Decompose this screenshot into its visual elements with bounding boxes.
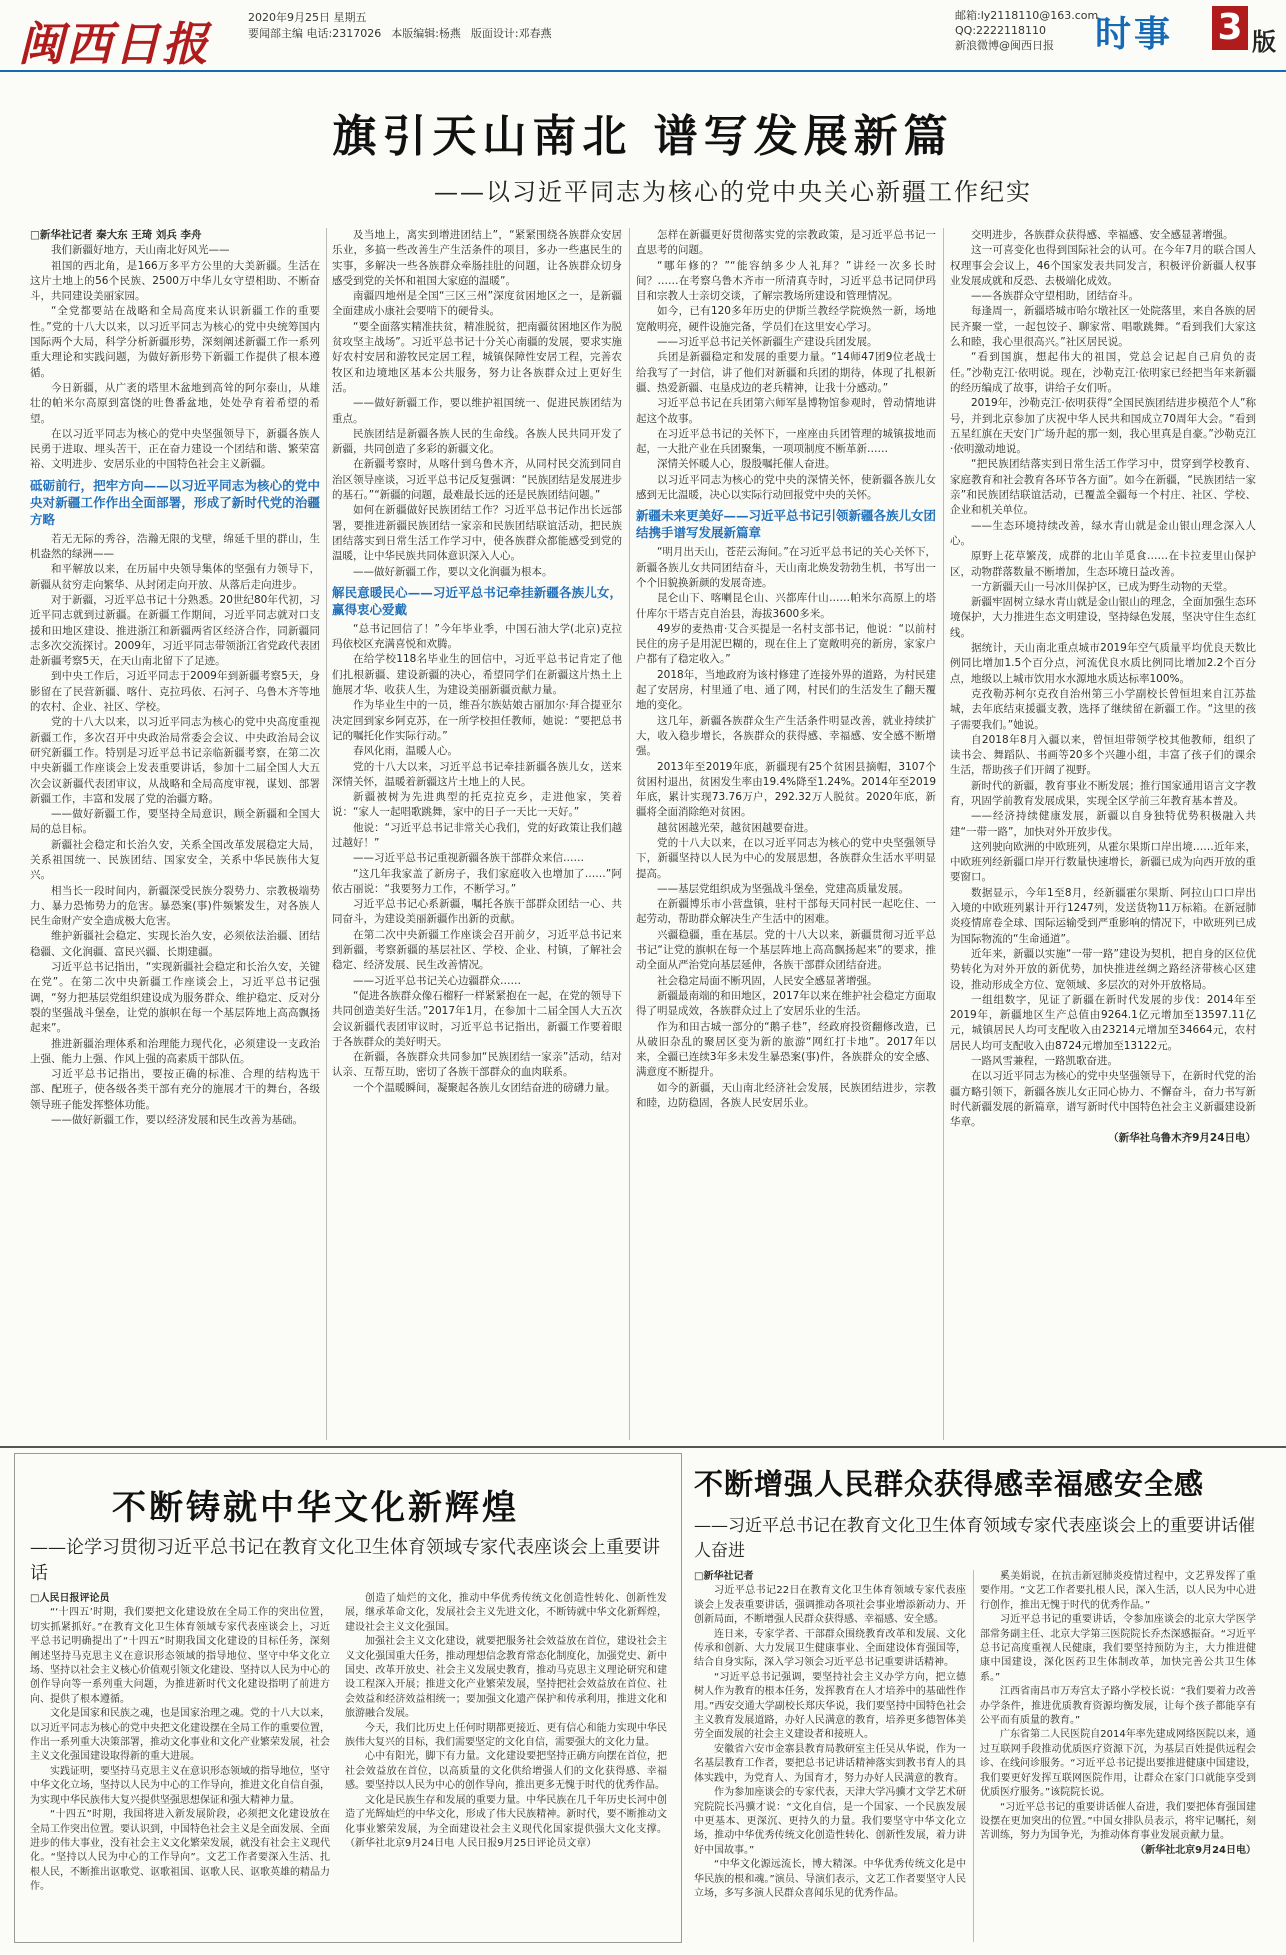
- paragraph: 今天，我们比历史上任何时期都更接近、更有信心和能力实现中华民族伟大复兴的目标，我们需要坚定的文化自信，需要强大的文化力量。: [345, 1722, 667, 1749]
- report-column-1: [694, 1570, 966, 1945]
- paragraph: 交明进步，各族群众获得感、幸福感、安全感显著增强。: [971, 229, 1234, 241]
- paragraph: ——做好新疆工作，要以维护祖国统一、促进民族团结为重点。: [332, 397, 622, 425]
- main-column-4: [950, 228, 1256, 1440]
- paragraph: 2019年，沙勒克江·依明获得“全国民族团结进步模范个人”称号，并到北京参加了庆祝中华人民共和国成立70周年大会。“看到五星红旗在天安门广场升起的那一刻，我心里真是自豪。”沙勒克江·依明激动地说。: [950, 397, 1256, 456]
- paragraph: 在新疆，各族群众共同参加“民族团结一家亲”活动，结对认亲、互帮互助，密切了各族干部群众的血肉联系。: [332, 1051, 622, 1079]
- paragraph: 新疆最南端的和田地区，2017年以来在维护社会稳定方面取得了明显成效，各族群众过上了安居乐业的生活。: [636, 989, 936, 1018]
- contact-email: 邮箱:ly2118110@163.com: [955, 9, 1099, 22]
- main-dateline: （新华社乌鲁木齐9月24日电）: [1108, 1131, 1256, 1144]
- paragraph: 习近平总书记22日在教育文化卫生体育领域专家代表座谈会上发表重要讲话，强调推动各项社会事业增添新动力、开创新局面，不断增强人民群众获得感、幸福感、安全感。: [694, 1585, 966, 1626]
- paragraph: “促进各族群众像石榴籽一样紧紧抱在一起，在党的领导下共同创造美好生活。”2017年1月，在参加十二届全国人大五次会议新疆代表团审议时，习近平总书记指出，新疆工作要着眼于各族群众的美好明天。: [332, 989, 622, 1048]
- paragraph: 文化是国家和民族之魂，也是国家治理之魂。党的十八大以来，以习近平同志为核心的党中央把文化建设摆在全局工作的重要位置，作出一系列重大决策部署，推动文化事业和文化产业繁荣发展，社会主义文化强国建设取得新的重大进展。: [30, 1708, 330, 1763]
- paragraph: 这列驶向欧洲的中欧班列，从霍尔果斯口岸出境……近年来，中欧班列经新疆口岸开行数量快速增长，新疆已成为向西开放的重要窗口。: [950, 840, 1256, 884]
- page-editor: 本版编辑:杨燕: [391, 27, 461, 40]
- paragraph: 作为和田古城一部分的“鹅子巷”，经政府投资翻修改造，已从破旧杂乱的聚居区变为新的旅游“网红打卡地”。2017年以来，全疆已连续3年多未发生暴恐案(事)件，各族群众的安全感、满意度不断提升。: [636, 1020, 936, 1079]
- column-divider: [629, 228, 630, 1440]
- report-dateline: （新华社北京9月24日电）: [1135, 1844, 1256, 1856]
- paragraph: 克孜勒苏柯尔克孜自治州第三小学副校长曾恒坦来自江苏盐城，去年底结束援疆支教，选择了继续留在新疆工作。“这里的孩子需要我们。”她说。: [950, 687, 1256, 731]
- paragraph: 自2018年8月入疆以来，曾恒坦带领学校其他教师，组织了读书会、舞蹈队、书画等20多个兴趣小组，丰富了孩子们的课余生活，帮助孩子们开阔了视野。: [950, 733, 1256, 777]
- paragraph: 作为参加座谈会的专家代表，天津大学冯骥才文学艺术研究院院长冯骥才说：“文化自信，是一个国家、一个民族发展中更基本、更深沉、更持久的力量。我们要坚守中华文化立场，推动中华优秀传统文化创造性转化、创新性发展，着力讲好中国故事。”: [694, 1787, 966, 1856]
- paragraph: 原野上花草繁茂，成群的北山羊觅食……在卡拉麦里山保护区，动物群落数量不断增加，生态环境日益改善。: [950, 550, 1256, 578]
- paragraph: 加强社会主义文化建设，就要把服务社会效益放在首位，建设社会主义文化强国重大任务，推动理想信念教育常态化制度化，加强党史、新中国史、改革开放史、社会主义发展史教育，推动马克思主义理论研究和建设工程深入开展；推进文化产业繁荣发展，坚持把社会效益放在首位、社会效益和经济效益相统一；要加强文化遗产保护和传承利用，推进文化和旅游融合发展。: [345, 1636, 667, 1720]
- issue-meta: [248, 10, 562, 42]
- commentary-subhead: ——论学习贯彻习近平总书记在教育文化卫生体育领域专家代表座谈会上重要讲话: [30, 1537, 660, 1584]
- paragraph: 对于新疆，习近平总书记十分熟悉。20世纪80年代初，习近平同志就到过新疆。在新疆工作期间，习近平同志就对口支援和田地区建设、推进浙江和新疆两省区经济合作，同新疆同志多次交流探讨。2009年，习近平同志带领浙江省党政代表团赴新疆考察5天，在天山南北留下了足迹。: [30, 593, 320, 668]
- paragraph: 在第二次中央新疆工作座谈会召开前夕，习近平总书记来到新疆，考察新疆的基层社区、学校、企业、村镇，了解社会稳定、经济发展、民生改善情况。: [332, 928, 622, 972]
- paragraph: 相当长一段时间内，新疆深受民族分裂势力、宗教极端势力、暴力恐怖势力的危害。暴恐案(事)件频繁发生，对各族人民生命财产安全造成极大危害。: [30, 884, 320, 928]
- paragraph: 作为毕业生中的一员，维吾尔族姑娘古丽加尔·拜合提亚尔决定回到家乡阿克苏，在一所学校担任教师，她说：“要把总书记的嘱托化作实际行动。”: [332, 699, 622, 742]
- paragraph: 新时代的新疆，教育事业不断发展；推行国家通用语言文字教育，巩固学前教育发展成果，实现全区学前三年教育基本普及。: [950, 779, 1256, 807]
- main-subhead: ——以习近平同志为核心的党中央关心新疆工作纪实: [434, 178, 1032, 206]
- commentary-column-1: [30, 1592, 330, 1932]
- paragraph: 实践证明，要坚持马克思主义在意识形态领域的指导地位，坚守中华文化立场，坚持以人民为中心的工作导向，推进文化自信自强，为实现中华民族伟大复兴提供坚强思想保证和强大精神力量。: [30, 1765, 330, 1806]
- paragraph: 这几年，新疆各族群众生产生活条件明显改善，就业持续扩大，收入稳步增长，各族群众的获得感、幸福感、安全感不断增强。: [636, 714, 936, 758]
- paragraph: 在给学校118名毕业生的回信中，习近平总书记肯定了他们扎根新疆、建设新疆的决心，希望同学们在新疆这片热土上施展才华、收获人生，为建设美丽新疆贡献力量。: [332, 653, 622, 697]
- issue-date: 2020年9月25日 星期五: [248, 11, 367, 24]
- paragraph: “十四五”时期，我国将进入新发展阶段，必须把文化建设放在全局工作突出位置。要认识到，中国特色社会主义是全面发展、全面进步的伟大事业，没有社会主义文化繁荣发展，就没有社会主义现代化。“坚持以人民为中心的工作导向”。文艺工作者要深入生活、扎根人民，不断推出讴歌党、讴歌祖国、讴歌人民、讴歌英雄的精品力作。: [30, 1809, 330, 1893]
- commentary-column-2: [345, 1592, 667, 1932]
- column-divider: [943, 228, 944, 1440]
- paragraph: “‘十四五’时期，我们要把文化建设放在全局工作的突出位置，切实抓紧抓好。”在教育文化卫生体育领域专家代表座谈会上，习近平总书记明确提出了“十四五”时期我国文化建设的目标任务，深刻阐述坚持马克思主义在意识形态领域的指导地位、坚守中华文化立场、坚持以社会主义核心价值观引领文化建设、坚持以人民为中心的创作导向等一系列重大问题，为推进新时代文化建设指明了前进方向、提供了根本遵循。: [30, 1607, 330, 1705]
- paragraph: 如今，已有120多年历史的伊斯兰教经学院焕然一新，场地宽敞明亮，硬件设施完备，学员们在这里安心学习。: [636, 305, 936, 333]
- paragraph: ——基层党组织成为坚强战斗堡垒，党建高质量发展。: [657, 882, 909, 895]
- paragraph: 南疆四地州是全国“三区三州”深度贫困地区之一，是新疆全面建成小康社会要啃下的硬骨头。: [332, 290, 622, 318]
- paragraph: 若无无际的秀谷，浩瀚无限的戈壁，绵延千里的群山，生机盎然的绿洲——: [30, 532, 320, 561]
- paragraph: 在习近平总书记的关怀下，一座座由兵团管理的城镇拔地而起，一大批产业在兵团聚集，一项项制度不断革新……: [636, 427, 936, 456]
- paragraph: 心中有阳光，脚下有力量。文化建设要把坚持正确方向摆在首位，把社会效益放在首位，以高质量的文化供给增强人们的文化获得感、幸福感。要坚持以人民为中心的创作导向，推出更多无愧于时代的优秀作品。: [345, 1751, 667, 1792]
- paragraph: 以习近平同志为核心的党中央的深情关怀，使新疆各族儿女感到无比温暖，决心以实际行动回报党中央的关怀。: [636, 473, 936, 502]
- paragraph: “全党都要站在战略和全局高度来认识新疆工作的重要性。”党的十八大以来，以习近平同志为核心的党中央统筹国内国际两个大局，科学分析新疆形势，深刻阐述新疆工作一系列重大理论和实践问题，为做好新形势下新疆工作提供了根本遵循。: [30, 305, 320, 379]
- paragraph: 他说：“习近平总书记非常关心我们，党的好政策让我们越过越好！”: [332, 821, 622, 849]
- paragraph: 兴疆稳疆，重在基层。党的十八大以来，新疆贯彻习近平总书记“让党的旗帜在每一个基层阵地上高高飘扬起来”的要求，推动全面从严治党向基层延伸，各族干部群众团结奋进。: [636, 928, 936, 972]
- paragraph: 和平解放以来，在历届中央领导集体的坚强有力领导下，新疆从贫穷走向繁华、从封闭走向开放、从落后走向进步。: [30, 563, 320, 591]
- column-divider: [326, 228, 327, 1440]
- paragraph: 习近平总书记指出，要按正确的标准、合理的结构选干部、配班子，使各级各类干部有充分的施展才干的舞台，各级领导班子能发挥整体功能。: [30, 1068, 320, 1111]
- paragraph: 在新疆考察时，从喀什到乌鲁木齐，从同村民交流到同自治区领导座谈，习近平总书记反复强调：“民族团结是发展进步的基石。”“新疆的问题，最难最长远的还是民族团结问题。”: [332, 458, 622, 502]
- paragraph: 在以习近平同志为核心的党中央坚强领导下，新疆各族人民勇于进取、埋头苦干，正在奋力建设一个团结和谐、繁荣富裕、文明进步、安居乐业的中国特色社会主义新疆。: [30, 427, 320, 471]
- page-number: 3: [1212, 6, 1248, 50]
- column-divider: [973, 1570, 974, 1942]
- section-rule: [0, 1446, 1286, 1448]
- paragraph: 2018年，当地政府为该村修建了连接外界的道路，为村民建起了安居房，村里通了电、通了网，村民们的生活发生了翻天覆地的变化。: [636, 668, 936, 712]
- paragraph: 新疆牢固树立绿水青山就是金山银山的理念，全面加强生态环境保护，大力推进生态文明建设，坚持绿色发展，坚决守住生态红线。: [950, 596, 1256, 639]
- paragraph: 49岁的麦热甫·艾合买提是一名村支部书记，他说：“以前村民住的房子是用泥巴糊的，现在住上了宽敞明亮的新房，家家户户都有了稳定收入。”: [636, 622, 936, 666]
- masthead-rule: [0, 70, 1286, 72]
- paragraph: 民族团结是新疆各族人民的生命线。各族人民共同开发了新疆，共同创造了多彩的新疆文化。: [332, 427, 622, 456]
- paragraph: 习近平总书记的重要讲话，令参加座谈会的北京大学医学部常务副主任、北京大学第三医院院长乔杰深感振奋。“习近平总书记高度重视人民健康，我们要坚持预防为主，大力推进健康中国建设，深化医药卫生体制改革，加快完善公共卫生体系。”: [980, 1614, 1256, 1683]
- paragraph: 及当地上，离实到增进团结上”，“紧紧围绕各族群众安居乐业，多搞一些改善生产生活条件的项目，多办一些惠民生的实事，多解决一些各族群众牵肠挂肚的问题，让各族群众切身感受到党的关怀和祖国大家庭的温暖”。: [332, 229, 622, 287]
- editor-info: 要闻部主编 电话:2317026: [248, 27, 382, 40]
- contact-weibo: 新浪微博@闽西日报: [955, 39, 1054, 52]
- paragraph: ——生态环境持续改善，绿水青山就是金山银山理念深入人心。: [950, 519, 1256, 547]
- paragraph: 文化是民族生存和发展的重要力量。中华民族在几千年历史长河中创造了光辉灿烂的中华文化，形成了伟大民族精神。新时代，要不断推动文化事业繁荣发展，为全面建设社会主义现代化国家提供强大文化支撑。（新华社北京9月24日电 人民日报9月25日评论员文章）: [345, 1794, 667, 1849]
- paragraph: 一路风雪兼程，一路凯歌奋进。: [971, 1055, 1118, 1068]
- page-designer: 版面设计:邓春燕: [470, 27, 552, 40]
- paragraph: 2013年至2019年底，新疆现有25个贫困县摘帽，3107个贫困村退出，贫困发生率由19.4%降至1.24%。2014年至2019年底，累计实现73.76万户，292.32万人脱贫。2020年底，新疆将全面消除绝对贫困。: [636, 760, 936, 819]
- paragraph: 江西省南昌市万寿宫太子路小学校长说：“我们要着力改善办学条件，推进优质教育资源均衡发展，让每个孩子都能享有公平而有质量的教育。”: [980, 1686, 1256, 1727]
- paragraph: 一组组数字，见证了新疆在新时代发展的步伐：2014年至2019年，新疆地区生产总值由9264.1亿元增加至13597.11亿元，城镇居民人均可支配收入由23214元增加至34664元，农村居民人均可支配收入由8724元增加至13122元。: [950, 993, 1256, 1052]
- section-heading: 砥砺前行，把牢方向——以习近平同志为核心的党中央对新疆工作作出全面部署，形成了新时代党的治疆方略: [30, 477, 320, 527]
- paragraph: “总书记回信了！”今年毕业季，中国石油大学(北京)克拉玛依校区充满喜悦和欢腾。: [332, 622, 622, 651]
- paragraph: 祖国的西北角，是166万多平方公里的大美新疆。生活在这片土地上的56个民族、2500万中华儿女守望相助、不断奋斗，共同建设美丽家园。: [30, 259, 320, 303]
- paragraph: 今日新疆，从广袤的塔里木盆地到高耸的阿尔泰山，从雄壮的帕米尔高原到富饶的吐鲁番盆地，处处孕育着希望的希望。: [30, 381, 320, 425]
- paragraph: “要全面落实精准扶贫，精准脱贫，把南疆贫困地区作为脱贫攻坚主战场”。习近平总书记十分关心南疆的发展，要求实施好农村安居和游牧民定居工程，城镇保障性安居工程，完善农牧区和边境地区基本公共服务，努力让各族群众过上更好生活。: [332, 320, 622, 394]
- section-name: 时事: [1095, 14, 1174, 55]
- paragraph: 如何在新疆做好民族团结工作？习近平总书记作出长远部署，要推进新疆民族团结一家亲和民族团结联谊活动，把民族团结落实到日常生活工作学习中，使各族群众都能感受到党的温暖，让中华民族共同体意识深入人心。: [332, 504, 622, 563]
- paragraph: “哪年修的？”“能容纳多少人礼拜？”讲经一次多长时间？……在考察乌鲁木齐市一所清真寺时，习近平总书记同伊玛目和宗教人士亲切交谈，了解宗教场所建设和管理情况。: [636, 259, 936, 303]
- paragraph: “看到国旗，想起伟大的祖国，党总会记起自己肩负的责任。”沙勒克江·依明说。现在，沙勒克江·依明家已经把当年来新疆的经历编成了故事，讲给子女们听。: [950, 351, 1256, 394]
- paragraph: 到中央工作后，习近平同志于2009年到新疆考察5天，身影留在了民营新疆、喀什、克拉玛依、石河子、乌鲁木齐等地的农村、企业、社区、学校。: [30, 670, 320, 714]
- paragraph: 习近平总书记在兵团第六师军垦博物馆参观时，曾动情地讲起这个故事。: [636, 397, 936, 425]
- paragraph: 广东省第二人民医院自2014年率先建成网络医院以来，通过互联网手段推动优质医疗资源下沉，为基层百姓提供远程会诊、在线问诊服务。“习近平总书记提出要推进健康中国建设，我们要更好发挥互联网医院作用，让群众在家门口就能享受到优质医疗服务。”该院院长说。: [980, 1729, 1256, 1799]
- main-col1b-paragraphs: [30, 532, 320, 1129]
- paragraph: 怎样在新疆更好贯彻落实党的宗教政策，是习近平总书记一直思考的问题。: [636, 229, 936, 257]
- report-title: 不断增强人民群众获得感幸福感安全感: [694, 1467, 1205, 1501]
- paragraph: “这几年我家盖了新房子，我们家庭收入也增加了……”阿依古丽说：“我要努力工作，不断学习。”: [332, 867, 622, 895]
- paragraph: 这一可喜变化也得到国际社会的认可。在今年7月的联合国人权理事会会议上，46个国家发表共同发言，积极评价新疆人权事业发展成就和反恐、去极端化成效。: [950, 244, 1256, 287]
- main-column-1: [30, 228, 320, 1440]
- paragraph: ——习近平总书记关心边疆群众……: [353, 974, 521, 987]
- main-byline: □新华社记者 秦大东 王琦 刘兵 李舟: [30, 229, 202, 241]
- report-byline: □新华社记者: [694, 1571, 754, 1582]
- paragraph: 近年来，新疆以实施“一带一路”建设为契机，把自身的区位优势转化为对外开放的新优势，加快推进丝绸之路经济带核心区建设，推动形成全方位、宽领域、多层次的对外开放格局。: [950, 947, 1256, 991]
- paragraph: 数据显示，今年1至8月，经新疆霍尔果斯、阿拉山口口岸出入境的中欧班列累计开行1247列，发送货物11万标箱。在新冠肺炎疫情席卷全球、国际运输受到严重影响的情况下，中欧班列已成为国际物流的“生命通道”。: [950, 886, 1256, 945]
- paragraph: 习近平总书记心系新疆，嘱托各族干部群众团结一心、共同奋斗，为建设美丽新疆作出新的贡献。: [332, 898, 622, 926]
- paragraph: “把民族团结落实到日常生活工作学习中，贯穿到学校教育、家庭教育和社会教育各环节各方面”。如今在新疆，“民族团结一家亲”和民族团结联谊活动，已覆盖全疆每一个村庄、社区、学校、企业和机关单位。: [950, 458, 1256, 517]
- paragraph: 如今的新疆，天山南北经济社会发展，民族团结进步，宗教和睦，边防稳固，各族人民安居乐业。: [636, 1081, 936, 1110]
- paragraph: 创造了灿烂的文化，推动中华优秀传统文化创造性转化、创新性发展，继承革命文化，发展社会主义先进文化，不断铸就中华文化新辉煌，建设社会主义文化强国。: [345, 1593, 667, 1633]
- paragraph: ——习近平总书记关怀新疆生产建设兵团发展。: [657, 336, 878, 349]
- paragraph: 在以习近平同志为核心的党中央坚强领导下，在新时代党的治疆方略引领下，新疆各族儿女正同心协力、不懈奋斗，奋力书写新时代新疆发展的新篇章，谱写新时代中国特色社会主义新疆建设新华章。: [950, 1070, 1256, 1129]
- section-heading: 新疆未来更美好——习近平总书记引领新疆各族儿女团结携手谱写发展新篇章: [636, 508, 936, 541]
- main-column-3: [636, 228, 936, 1440]
- paragraph: 昆仑山下、喀喇昆仑山、兴都库什山……帕米尔高原上的塔什库尔干塔吉克自治县，海拔3600多米。: [636, 592, 936, 620]
- paragraph: 党的十八大以来，习近平总书记牵挂新疆各族儿女，送来深情关怀，温暖着新疆这片土地上的人民。: [332, 760, 622, 788]
- commentary-byline: □人民日报评论员: [30, 1593, 110, 1604]
- paragraph: 据统计，天山南北重点城市2019年空气质量平均优良天数比例同比增加1.5个百分点，河流优良水质比例同比增加2.2个百分点，地级以上城市饮用水水源地水质达标率100%。: [950, 642, 1256, 685]
- paragraph: 春风化雨，温暖人心。: [353, 745, 458, 758]
- paragraph: 习近平总书记指出，“实现新疆社会稳定和长治久安，关键在党”。在第二次中央新疆工作座谈会上，习近平总书记强调，“努力把基层党组织建设成为服务群众、维护稳定、反对分裂的坚强战斗堡垒，让党的旗帜在每一个基层阵地上高高飘扬起来”。: [30, 961, 320, 1035]
- report-subhead: ——习近平总书记在教育文化卫生体育领域专家代表座谈会上的重要讲话催人奋进: [694, 1516, 1255, 1561]
- paragraph: “中华文化源远流长，博大精深。中华优秀传统文化是中华民族的根和魂。”演员、导演们表示，文艺工作者要坚守人民立场，多写多演人民群众喜闻乐见的优秀作品。: [694, 1859, 966, 1899]
- paragraph: ——习近平总书记重视新疆各族干部群众来信……: [353, 852, 584, 865]
- paragraph: ——各族群众守望相助，团结奋斗。: [971, 290, 1139, 303]
- paragraph: 越贫困越光荣，越贫困越要奋进。: [657, 821, 815, 834]
- paragraph: ——做好新疆工作，要以文化润疆为根本。: [353, 565, 553, 578]
- paragraph: 连日来，专家学者、干部群众围绕教育改革和发展、文化传承和创新、大力发展卫生健康事业、全面建设体育强国等，结合自身实际，深入学习领会习近平总书记重要讲话精神。: [694, 1628, 966, 1669]
- main-headline: 旗引天山南北 谱写发展新篇: [332, 111, 954, 162]
- paragraph: 党的十八大以来，在以习近平同志为核心的党中央坚强领导下，新疆坚持以人民为中心的发展思想，各族群众生活水平明显提高。: [636, 836, 936, 880]
- paragraph: ——做好新疆工作，要坚持全局意识，顾全新疆和全国大局的总目标。: [30, 808, 320, 836]
- report-column-2: [980, 1570, 1256, 1945]
- paragraph: ——做好新疆工作，要以经济发展和民生改善为基础。: [51, 1114, 303, 1127]
- paragraph: 安徽省六安市金寨县教育局教研室主任吴从华说，作为一名基层教育工作者，要把总书记讲话精神落实到教书育人的具体实践中，为党育人、为国育才，努力办好人民满意的教育。: [694, 1743, 966, 1784]
- paragraph: 一个个温暖瞬间，凝聚起各族儿女团结奋进的磅礴力量。: [353, 1081, 616, 1094]
- paragraph: “习近平总书记的重要讲话催人奋进，我们要把体育强国建设摆在更加突出的位置。”中国女排队员表示，将牢记嘱托，刻苦训练，努力为国争光，为推动体育事业发展贡献力量。: [980, 1801, 1256, 1842]
- contact-info: [955, 8, 1098, 53]
- paragraph: 一方新疆天山一号冰川保护区，已成为野生动物的天堂。: [971, 580, 1234, 593]
- paragraph: 深情关怀暖人心，殷殷嘱托催人奋进。: [657, 458, 836, 471]
- main-column-2: [332, 228, 622, 1440]
- paragraph: 兵团是新疆稳定和发展的重要力量。“14师47团9位老战士给我写了一封信，讲了他们对新疆和兵团的期待，体现了扎根新疆、热爱新疆、屯垦戍边的老兵精神，让我十分感动。”: [636, 351, 936, 394]
- paragraph: 奚美娟说，在抗击新冠肺炎疫情过程中，文艺界发挥了重要作用。“文艺工作者要扎根人民，深入生活，以人民为中心进行创作，推出无愧于时代的优秀作品。”: [980, 1571, 1256, 1611]
- newspaper-logo: 闽西日报: [18, 17, 210, 71]
- paragraph: 党的十八大以来，以习近平同志为核心的党中央高度重视新疆工作，多次召开中央政治局常委会会议、中央政治局会议研究新疆工作。特别是习近平总书记亲临新疆考察，在第二次中央新疆工作座谈会上发表重要讲话，参加十二届全国人大五次会议新疆代表团审议，从战略和全局高度审视，谋划、部署新疆工作，丰富和发展了党的治疆方略。: [30, 716, 320, 805]
- paragraph: “明月出天山，苍茫云海间。”在习近平总书记的关心关怀下，新疆各族儿女共同团结奋斗，天山南北焕发勃勃生机，书写出一个个旧貌换新颜的发展奇迹。: [636, 546, 936, 589]
- section-heading: 解民意暖民心——习近平总书记牵挂新疆各族儿女，赢得衷心爱戴: [332, 584, 622, 617]
- paragraph: 推进新疆治理体系和治理能力现代化，必须建设一支政治上强、能力上强、作风上强的高素质干部队伍。: [30, 1037, 320, 1065]
- paragraph: 我们新疆好地方，天山南北好风光——: [51, 244, 230, 257]
- paragraph: 在新疆博乐市小营盘镇，驻村干部每天同村民一起吃住、一起劳动，帮助群众解决生产生活中的困难。: [636, 898, 936, 926]
- contact-qq: QQ:2222118110: [955, 24, 1047, 37]
- paragraph: “习近平总书记强调，要坚持社会主义办学方向，把立德树人作为教育的根本任务，发挥教育在人才培养中的基础性作用。”西安交通大学副校长郑庆华说，我们要坚持中国特色社会主义教育发展道路，办好人民满意的教育，培养更多德智体美劳全面发展的社会主义建设者和接班人。: [694, 1671, 966, 1741]
- paragraph: ——经济持续健康发展，新疆以自身独特优势积极融入共建“一带一路”，加快对外开放步伐。: [950, 810, 1256, 838]
- page-suffix: 版: [1252, 28, 1276, 56]
- paragraph: 新疆被树为先进典型的托克拉克乡，走进他家，笑着说：“家人一起唱歌跳舞，家中的日子一天比一天好。”: [332, 791, 622, 819]
- commentary-title: 不断铸就中华文化新辉煌: [112, 1488, 519, 1528]
- masthead: [0, 0, 1286, 88]
- paragraph: 社会稳定局面不断巩固，人民安全感显著增强。: [657, 974, 878, 987]
- paragraph: 每逢周一，新疆塔城市哈尔墩社区一处院落里，来自各族的居民齐聚一堂，一起包饺子、聊家常、唱歌跳舞。“看到我们大家这么和睦，我心里很高兴。”社区居民说。: [950, 305, 1256, 349]
- paragraph: 新疆社会稳定和长治久安，关系全国改革发展稳定大局，关系祖国统一、民族团结、国家安全，关系中华民族伟大复兴。: [30, 838, 320, 882]
- main-col1-paragraphs: [30, 243, 320, 472]
- paragraph: 维护新疆社会稳定、实现长治久安，必须依法治疆、团结稳疆、文化润疆、富民兴疆、长期建疆。: [30, 930, 320, 958]
